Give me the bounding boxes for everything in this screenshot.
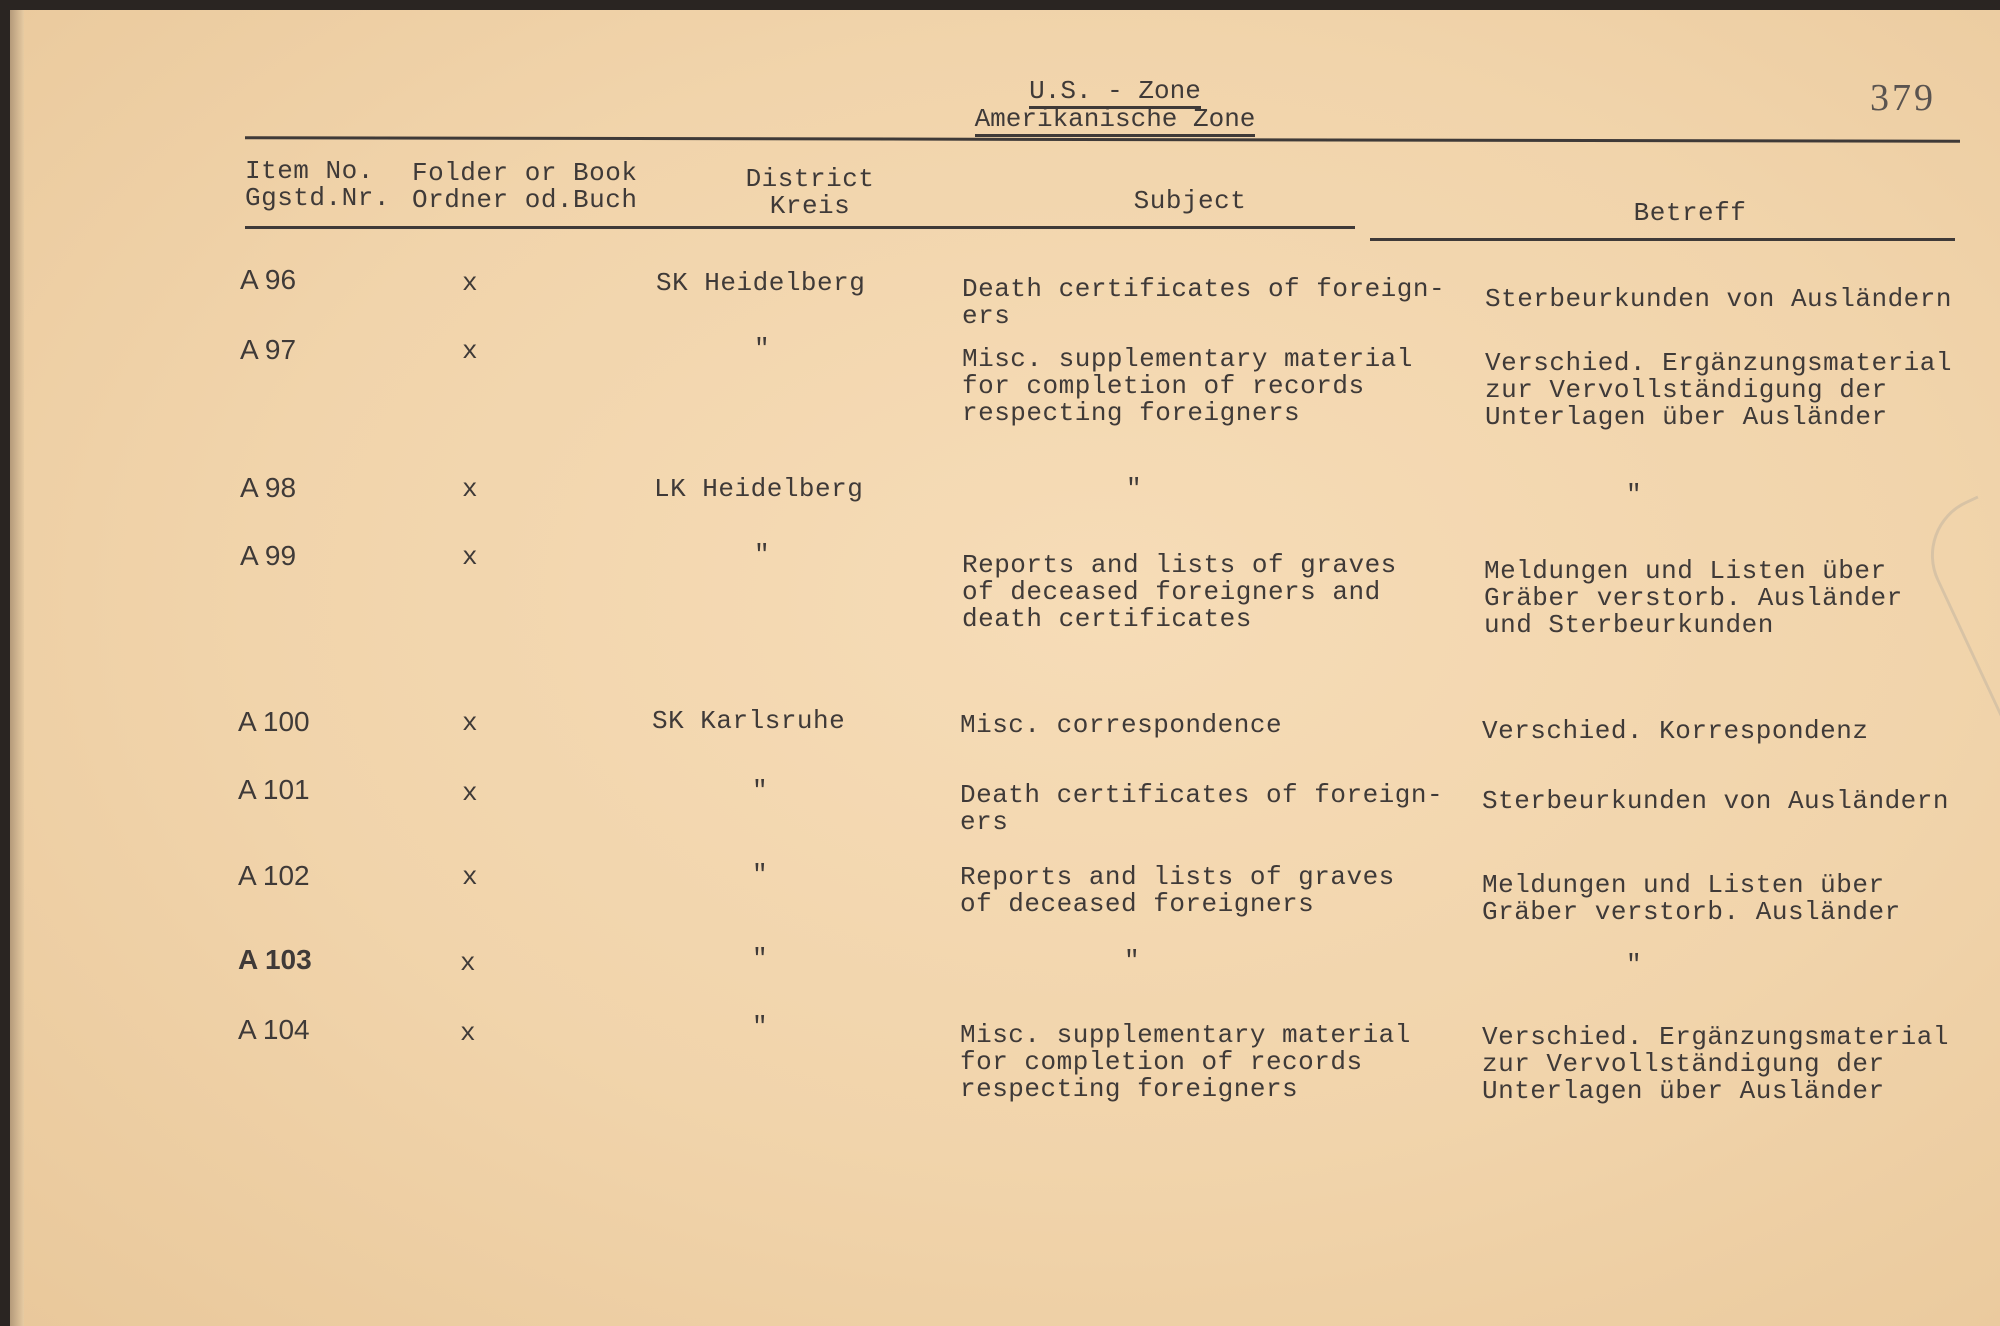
row-subject: " [1126,474,1143,504]
row-item-no: A 102 [238,860,310,891]
row-item-no: A 100 [238,706,310,737]
row-subject: Death certificates of foreign- ers [962,274,1446,331]
row-item-no: A 103 [238,944,312,975]
row-district: SK Karlsruhe [652,706,846,736]
row-folder-mark: x [462,474,478,504]
binding-edge [10,10,24,1326]
row-betreff: Meldungen und Listen über Gräber verstorb. Ausländer und Sterbeurkunden [1484,556,1903,640]
row-district: SK Heidelberg [656,268,866,298]
row-subject: Death certificates of foreign- ers [960,780,1444,837]
row-betreff: Sterbeurkunden von Ausländern [1485,284,1952,314]
header-bottom-rule-left [245,226,1355,229]
header-bottom-rule-right [1370,238,1955,241]
row-betreff: Meldungen und Listen über Gräber verstorb. Ausländer [1482,870,1901,927]
row-item-no: A 98 [240,472,297,503]
pencil-shadow [1911,495,2000,737]
row-district: LK Heidelberg [654,474,864,504]
row-district: " [752,860,769,890]
row-folder-mark: x [462,336,478,366]
row-subject: Misc. supplementary material for completion of records respecting foreigners [960,1020,1411,1104]
row-subject: Reports and lists of graves of deceased foreigners and death certificates [962,550,1397,634]
row-district: " [752,776,769,806]
row-item-no: A 104 [238,1014,310,1045]
row-district: " [754,334,771,364]
row-folder-mark: x [460,948,476,978]
row-folder-mark: x [462,862,478,892]
col-header-betreff: Betreff [1633,198,1747,228]
zone-title-de-text: Amerikanische Zone [975,104,1256,137]
row-district: " [754,540,771,570]
row-folder-mark: x [462,542,478,572]
row-folder-mark: x [460,1018,476,1048]
row-item-no: A 99 [240,540,297,571]
row-district: " [752,944,769,974]
row-item-no: A 96 [240,264,297,295]
row-betreff: Verschied. Ergänzungsmaterial zur Vervollständigung der Unterlagen über Ausländer [1482,1022,1949,1106]
col-header-item-no: Item No. Ggstd.Nr. [245,156,390,213]
row-subject: Misc. supplementary material for completion of records respecting foreigners [962,344,1413,428]
table-top-rule [245,136,1960,143]
zone-title-de [970,106,1260,133]
row-betreff: Verschied. Korrespondenz [1482,716,1869,746]
row-betreff: Sterbeurkunden von Ausländern [1482,786,1949,816]
row-betreff: " [1626,480,1643,510]
document-page [10,10,2000,1326]
page-number: 379 [1870,77,1936,119]
row-item-no: A 101 [238,774,310,805]
row-betreff: " [1626,950,1643,980]
row-folder-mark: x [462,778,478,808]
row-betreff: Verschied. Ergänzungsmaterial zur Vervollständigung der Unterlagen über Ausländer [1485,348,1952,432]
row-subject: " [1124,946,1141,976]
row-item-no: A 97 [240,334,297,365]
col-header-district: District Kreis [745,164,875,221]
row-folder-mark: x [462,268,478,298]
col-header-folder-book: Folder or Book Ordner od.Buch [412,158,638,215]
row-subject: Misc. correspondence [960,710,1283,740]
row-district: " [752,1012,769,1042]
zone-title-en [970,78,1260,105]
col-header-subject: Subject [1133,186,1247,216]
row-subject: Reports and lists of graves of deceased foreigners [960,862,1395,919]
zone-title-en-text: U.S. - Zone [1029,76,1201,109]
row-folder-mark: x [462,708,478,738]
